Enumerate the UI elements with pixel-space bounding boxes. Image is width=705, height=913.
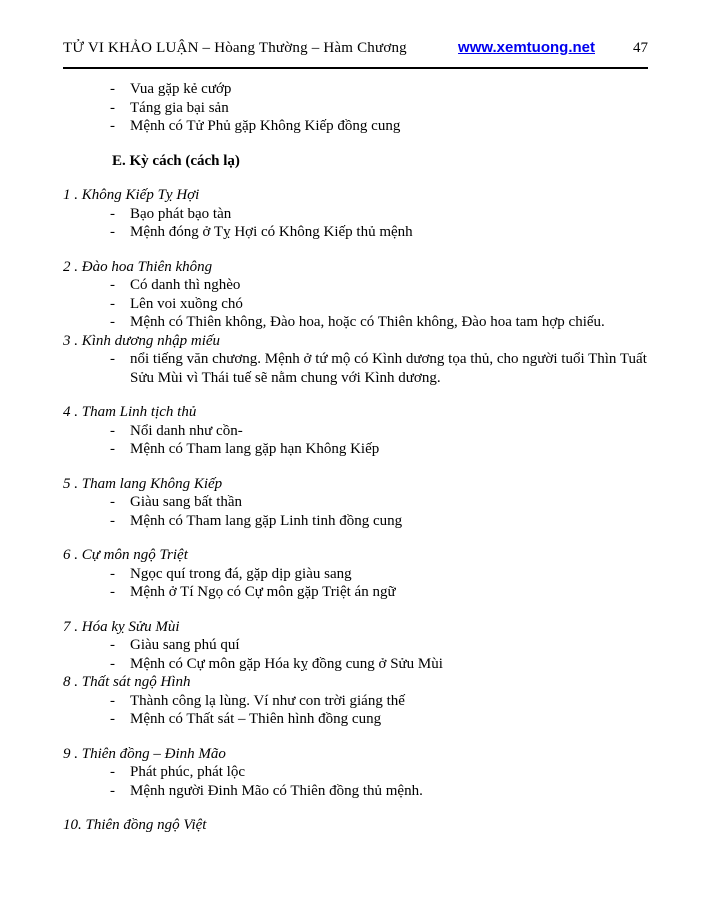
bullet-item	[63, 276, 648, 295]
bullet-text: Mệnh có Tử Phủ gặp Không Kiếp đồng cung	[130, 118, 401, 134]
website-link[interactable]: www.xemtuong.net	[458, 39, 595, 56]
intro-bullet-list	[63, 80, 648, 136]
page-number: 47	[633, 40, 648, 56]
bullet-text: Thành công lạ lùng. Ví như con trời giáng thế	[130, 692, 405, 709]
numbered-section	[63, 475, 648, 531]
bullet-item	[63, 655, 648, 674]
section-title: 1 . Không Kiếp Tỵ Hợi	[63, 187, 200, 203]
dash-marker: -	[110, 314, 115, 330]
bullet-item	[63, 565, 648, 584]
section-title: 9 . Thiên đồng – Đinh Mão	[63, 745, 226, 762]
dash-marker: -	[110, 99, 115, 116]
numbered-section	[63, 258, 648, 332]
bullet-item	[63, 782, 648, 801]
dash-marker: -	[110, 584, 115, 600]
bullet-text: Giàu sang bất thần	[130, 494, 243, 510]
dash-marker: -	[110, 422, 115, 439]
dash-marker: -	[110, 764, 115, 780]
numbered-section	[63, 332, 648, 388]
section-title: 5 . Tham lang Không Kiếp	[63, 475, 223, 492]
dash-marker: -	[110, 565, 115, 582]
dash-marker: -	[110, 494, 115, 510]
section-title: 6 . Cự môn ngộ Triệt	[63, 547, 188, 563]
numbered-section	[63, 618, 648, 674]
bullet-text: Mệnh người Đinh Mão có Thiên đồng thủ mệnh.	[130, 782, 423, 799]
header-divider	[63, 67, 648, 69]
dash-marker: -	[110, 692, 115, 709]
dash-marker: -	[110, 637, 115, 653]
bullet-text: nổi tiếng văn chương. Mệnh ở tứ mộ có Kình dương tọa thủ, cho người tuổi Thìn Tuất Sửu Mùi vì Thái tuế sẽ nằm chung với Kình dương.	[130, 351, 647, 386]
dash-marker: -	[110, 711, 115, 727]
bullet-item	[63, 440, 648, 459]
page-header	[63, 38, 648, 58]
numbered-section	[63, 673, 648, 729]
dash-marker: -	[110, 224, 115, 240]
section-title: 7 . Hóa kỵ Sửu Mùi	[63, 618, 180, 635]
group-heading: E. Kỳ cách (cách lạ)	[112, 152, 240, 169]
bullet-text: Có danh thì nghèo	[130, 277, 241, 293]
bullet-text: Lên voi xuồng chó	[130, 295, 243, 312]
bullet-item	[63, 422, 648, 441]
bullet-text: Giàu sang phú quí	[130, 637, 240, 653]
dash-marker: -	[110, 205, 115, 222]
bullet-item	[63, 117, 648, 136]
numbered-section	[63, 816, 648, 835]
dash-marker: -	[110, 441, 115, 457]
section-title: 8 . Thất sát ngộ Hình	[63, 674, 191, 690]
bullet-item	[63, 583, 648, 602]
dash-marker: -	[110, 512, 115, 529]
bullet-item	[63, 223, 648, 242]
bullet-item	[63, 313, 648, 332]
dash-marker: -	[110, 277, 115, 293]
bullet-text: Mệnh có Tham lang gặp Linh tinh đồng cung	[130, 512, 403, 529]
bullet-item	[63, 763, 648, 782]
bullet-text: Vua gặp kẻ cướp	[130, 81, 232, 97]
dash-marker: -	[110, 782, 115, 799]
bullet-text: Mệnh có Cự môn gặp Hóa kỵ đồng cung ở Sửu Mùi	[130, 655, 443, 672]
bullet-text: Phát phúc, phát lộc	[130, 764, 245, 780]
dash-marker: -	[110, 81, 115, 97]
numbered-section	[63, 186, 648, 242]
bullet-text: Mệnh có Thất sát – Thiên hình đồng cung	[130, 711, 382, 727]
section-title: 10. Thiên đồng ngộ Việt	[63, 817, 207, 833]
bullet-item	[63, 710, 648, 729]
dash-marker: -	[110, 655, 115, 672]
numbered-section	[63, 546, 648, 602]
bullet-item	[63, 99, 648, 118]
bullet-item	[63, 205, 648, 224]
bullet-item	[63, 80, 648, 99]
bullet-text: Ngọc quí trong đá, gặp dịp giàu sang	[130, 565, 352, 582]
bullet-text: Nổi danh như cồn-	[130, 422, 243, 439]
bullet-item	[63, 493, 648, 512]
numbered-section	[63, 403, 648, 459]
bullet-text: Mệnh ở Tí Ngọ có Cự môn gặp Triệt án ngữ	[130, 584, 396, 600]
bullet-item	[63, 636, 648, 655]
dash-marker: -	[110, 351, 115, 367]
bullet-text: Mệnh đóng ở Tỵ Hợi có Không Kiếp thủ mệnh	[130, 224, 413, 240]
bullet-text: Mệnh có Thiên không, Đào hoa, hoặc có Thiên không, Đào hoa tam hợp chiếu.	[130, 314, 605, 330]
bullet-item	[63, 295, 648, 314]
bullet-item	[63, 350, 648, 387]
bullet-text: Mệnh có Tham lang gặp hạn Không Kiếp	[130, 441, 380, 457]
bullet-text: Táng gia bại sản	[130, 99, 229, 116]
dash-marker: -	[110, 118, 115, 134]
numbered-section	[63, 745, 648, 801]
section-title: 3 . Kình dương nhập miếu	[63, 332, 221, 349]
section-list	[63, 186, 648, 835]
section-title: 4 . Tham Linh tịch thủ	[63, 404, 197, 420]
bullet-text: Bạo phát bạo tàn	[130, 205, 232, 222]
document-title: TỬ VI KHẢO LUẬN – Hòang Thường – Hàm Chương	[63, 40, 407, 56]
section-title: 2 . Đào hoa Thiên không	[63, 258, 213, 275]
bullet-item	[63, 692, 648, 711]
dash-marker: -	[110, 295, 115, 312]
bullet-item	[63, 512, 648, 531]
